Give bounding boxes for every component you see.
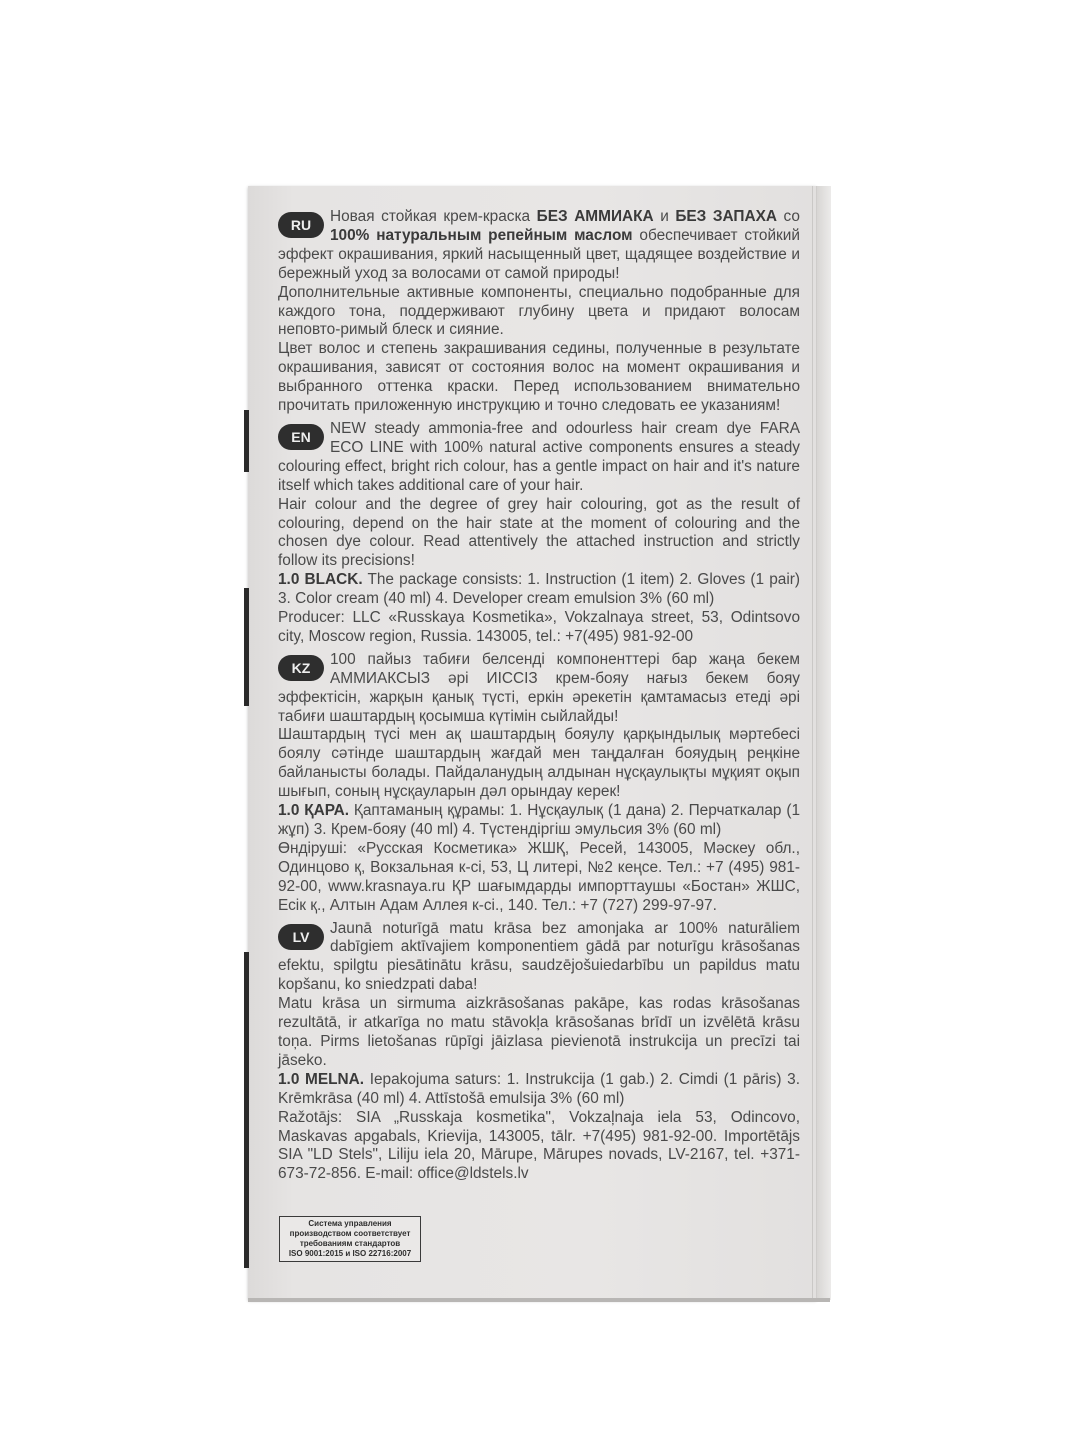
product-box-side xyxy=(816,186,831,1300)
section-kz xyxy=(278,651,800,916)
en-paragraph-4: Producer: LLC «Russkaya Kosmetika», Vokzalnaya street, 53, Odintsovo city, Moscow region, Russia. 143005, tel.: +7(495) 981-92-00 xyxy=(278,609,800,645)
section-en xyxy=(278,420,800,647)
lv-paragraph-3: 1.0 MELNA. Iepakojuma saturs: 1. Instrukcija (1 gab.) 2. Cimdi (1 pāris) 3. Krēmkrāsa (40 ml) 4. Attīstošā emulsija 3% (60 ml) xyxy=(278,1070,800,1107)
certificate-line: ISO 9001:2015 и ISO 22716:2007 xyxy=(288,1249,412,1258)
kz-paragraph-2: Шаштардың түсі мен ақ шаштардың бояулу қарқындылық мәртебесі боялу сәтінде шаштардың жағдай мен таңдалған бояудың реңкіне байланысты болады. Пайдаланудың алдынан нұсқаулықты мұқият оқып шығып, соның нұсқауларын дәл орындау керек! xyxy=(278,726,800,801)
iso-certificate-box xyxy=(279,1216,421,1262)
language-badge-lv: LV xyxy=(278,924,324,950)
ru-paragraph-1: Новая стойкая крем-краска БЕЗ АММИАКА и БЕЗ ЗАПАХА со 100% натуральным репейным маслом обеспечивает стойкий эффект окрашивания, яркий насыщенный цвет, щадящее воздействие и бережный уход за волосами от самой природы! xyxy=(278,208,800,282)
box-fold-line xyxy=(812,186,813,1300)
ru-paragraph-3: Цвет волос и степень закрашивания седины, полученные в результате окрашивания, зависят от состояния волос на момент окрашивания и выбранного оттенка краски. Перед использованием внимательно прочитать приложенную инструкцию и точно следовать ее указаниям! xyxy=(278,340,800,415)
en-paragraph-1: NEW steady ammonia-free and odourless hair cream dye FARA ECO LINE with 100% natural active components ensures a steady colouring effect, bright rich colour, has a gentle impact on hair and it's nature itself which takes additional care of your hair. xyxy=(278,419,800,494)
language-badge-kz: KZ xyxy=(278,655,324,681)
language-badge-en: EN xyxy=(278,424,324,450)
box-edge-mark xyxy=(244,410,249,472)
kz-paragraph-4: Өндіруші: «Русская Косметика» ЖШҚ, Ресей, 143005, Мәскеу обл., Одинцово қ, Вокзальная к-сі, 53, Ц литері, №2 кеңсе. Тел.: +7 (495) 981-92-00, www.krasnaya.ru ҚР шағымдарды импорттаушы «Бостан» ЖШС, Есік қ., Алтын Адам Аллея к-сі., 140. Тел.: +7 (727) 299-97-97. xyxy=(278,839,800,914)
en-paragraph-2: Hair colour and the degree of grey hair colouring, got as the result of colouring, depend on the hair state at the moment of colouring and the chosen dye colour. Read attentively the attached instruction and strictly follow its precisions! xyxy=(278,495,800,570)
en-paragraph-3: 1.0 BLACK. The package consists: 1. Instruction (1 item) 2. Gloves (1 pair) 3. Color cream (40 ml) 4. Developer cream emulsion 3% (60 ml) xyxy=(278,571,800,608)
lv-paragraph-1: Jaunā noturīgā matu krāsa bez amonjaka ar 100% naturāliem dabīgiem aktīvajiem komponentiem gādā par noturīgu krāsošanas efektu, spilgtu piesātinātu krāsu, saudzējošuiedarbību un papildus matu kopšanu, ko sniedzpati daba! xyxy=(278,919,800,994)
kz-paragraph-3: 1.0 ҚАРА. Қаптаманың құрамы: 1. Нұсқаулық (1 дана) 2. Перчаткалар (1 жұп) 3. Крем-бояу (40 ml) 4. Түстендіргіш эмульсия 3% (60 ml) xyxy=(278,802,800,838)
product-box-bottom-edge xyxy=(248,1298,830,1302)
box-edge-mark xyxy=(244,588,249,706)
product-description-text xyxy=(278,208,800,1184)
section-lv xyxy=(278,920,800,1185)
lv-paragraph-4: Ražotājs: SIA „Russkaja kosmetika", Vokzaļnaja iela 53, Odincovo, Maskavas apgabals, Krievija, 143005, tālr. +7(495) 981-92-00. Importētājs SIA "LD Stels", Liliju iela 20, Mārupe, Mārupes novads, LV-2167, tel. +371-673-72-856. E-mail: office@ldstels.lv xyxy=(278,1108,800,1183)
section-ru xyxy=(278,208,800,416)
box-edge-mark xyxy=(244,952,249,1268)
certificate-line: производством соответствует xyxy=(289,1229,411,1238)
lv-paragraph-2: Matu krāsa un sirmuma aizkrāsošanas pakāpe, kas rodas krāsošanas rezultātā, ir atkarīga no matu stāvokļa krāsošanas brīdī un izvēlētā krāsu toņa. Pirms lietošanas rūpīgi jāizlasa pievienotā instrukcija un precīzi tai jāseko. xyxy=(278,995,800,1069)
certificate-line: требованиям стандартов xyxy=(299,1239,401,1248)
language-badge-ru: RU xyxy=(278,212,324,238)
kz-paragraph-1: 100 пайыз табиғи белсенді компоненттері бар жаңа бекем АММИАКСЫЗ әрі ИІССІЗ крем-бояу нағыз бекем бояу эффектісін, жарқын қанық түсті, еркін әрекетін қамтамасыз етеді әрі табиғи шаштардың қосымша күтімін сыйлайды! xyxy=(278,650,800,725)
ru-paragraph-2: Дополнительные активные компоненты, специально подобранные для каждого тона, поддерживают глубину цвета и придают волосам неповто-римый блеск и сияние. xyxy=(278,283,800,339)
certificate-line: Система управления xyxy=(308,1219,392,1228)
